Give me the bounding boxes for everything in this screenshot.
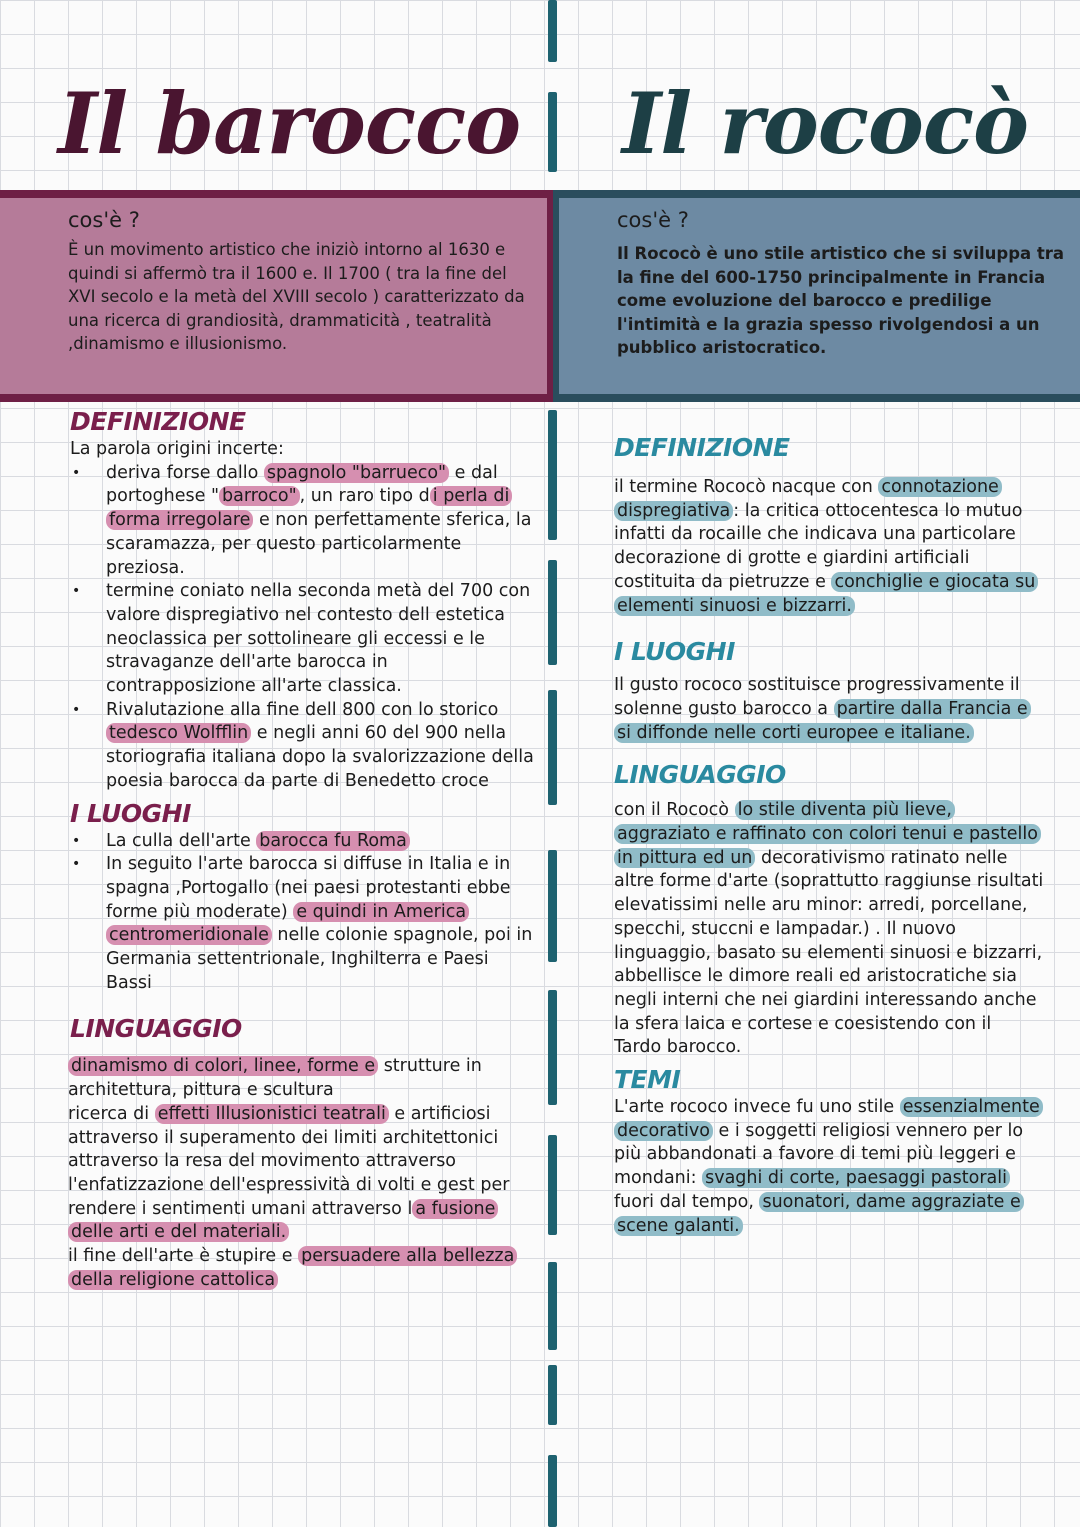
- rococo-cose-question: cos'è ?: [617, 208, 689, 232]
- barocco-linguaggio-heading: LINGUAGGIO: [70, 1014, 242, 1044]
- rococo-definizione-heading: DEFINIZIONE: [614, 433, 790, 462]
- barocco-cose-question: cos'è ?: [68, 208, 140, 232]
- rococo-linguaggio-heading: LINGUAGGIO: [614, 760, 786, 790]
- barocco-luoghi-heading: I LUOGHI: [70, 798, 191, 828]
- barocco-cose-text: È un movimento artistico che iniziò intorno al 1630 e quindi si affermò tra il 1600 e. Il 1700 ( tra la fine del XVI secolo e la metà del XVIII secolo ) caratterizzato da una ricerca di grandiosità, drammaticità , teatralità ,dinamismo e illusionismo.: [68, 240, 525, 353]
- rococo-luoghi-p1: Il gusto rococo sostituisce progressivamente il solenne gusto barocco a partire dalla Francia e si diffonde nelle corti europee e italiane.: [614, 674, 1044, 745]
- list-item: • Rivalutazione alla fine dell 800 con lo storico tedesco Wolfflin e negli anni 60 del 900 nella storiografia italiana dopo la svalorizzazione della poesia barocca da parte di Benedetto croce: [106, 699, 535, 794]
- title-barocco: Il barocco: [58, 74, 521, 173]
- list-item: • In seguito l'arte barocca si diffuse in Italia e in spagna ,Portogallo (nei paesi protestanti ebbe forme più moderate) e quindi in America centromeridionale nelle colonie spagnole, poi in Germania settentrionale, Inghilterra e Paesi Bassi: [106, 853, 535, 995]
- barocco-column: [70, 406, 535, 1293]
- list-item: • La culla dell'arte barocca fu Roma: [106, 830, 535, 854]
- rococo-cose-box: [553, 190, 1080, 402]
- barocco-definizione-heading: DEFINIZIONE: [70, 407, 246, 436]
- barocco-definizione-list: [70, 462, 535, 794]
- barocco-linguaggio-p3: il fine dell'arte è stupire e persuadere alla bellezza della religione cattolica: [68, 1245, 535, 1292]
- list-item: • deriva forse dallo spagnolo "barrueco" e dal portoghese " barroco" , un raro tipo d i perla di forma irregolare e non perfettamente sferica, la scaramazza, per questo particolarmente preziosa.: [106, 462, 535, 581]
- rococo-linguaggio-p1: con il Rococò lo stile diventa più lieve, aggraziato e raffinato con colori tenui e pastello in pittura ed un decorativismo ratinato nelle altre forme d'arte (soprattutto raggiunse risultati elevatissimi nelle aru minor: arredi, porcellane, specchi, stuccni e lampadar.) . Il nuovo linguaggio, basato su elementi sinuosi e bizzarri, abbellisce le dimore reali ed aristocratiche sia negli interni che nei giardini interessando anche la sfera laica e cortese e coesistendo con il Tardo barocco.: [614, 800, 1044, 1058]
- rococo-temi-heading: TEMI: [614, 1065, 681, 1095]
- rococo-definizione-p1: il termine Rococò nacque con connotazione dispregiativa : la critica ottocentesca lo mutuo infatti da rocaille che indicava una particolare decorazione di grotte e giardini artificiali costituita da pietruzze e conchiglie e giocata su elementi sinuosi e bizzarri.: [614, 476, 1044, 618]
- barocco-linguaggio-p1: dinamismo di colori, linee, forme e strutture in architettura, pittura e scultura: [68, 1056, 482, 1101]
- barocco-cose-box: [0, 190, 553, 402]
- list-item: • termine coniato nella seconda metà del 700 con valore dispregiativo nel contesto dell estetica neoclassica per sottolineare gli eccessi e le stravaganze dell'arte barocca in contrapposizione all'arte classica.: [106, 580, 535, 699]
- rococo-luoghi-heading: I LUOGHI: [614, 637, 735, 667]
- title-rococo: Il rococò: [622, 74, 1029, 173]
- rococo-cose-text: Il Rococò è uno stile artistico che si sviluppa tra la fine del 600-1750 principalmente in Francia come evoluzione del barocco e predilige l'intimità e la grazia spesso rivolgendosi a un pubblico aristocratico.: [617, 244, 1065, 357]
- rococo-column: [614, 432, 1044, 1238]
- barocco-definizione-intro: La parola origini incerte:: [70, 439, 284, 459]
- rococo-temi-p1: L'arte rococo invece fu uno stile essenzialmente decorativo e i soggetti religiosi vennero per lo più abbandonati a favore di temi più leggeri e mondani: svaghi di corte, paesaggi pastorali fuori dal tempo, suonatori, dame aggraziate e scene galanti.: [614, 1096, 1044, 1238]
- barocco-luoghi-list: [70, 830, 535, 996]
- barocco-linguaggio-p2: ricerca di effetti Illusionistici teatrali e artificiosi attraverso il superamento dei limiti architettonici attraverso la resa del movimento attraverso l'enfatizzazione dell'espressività di volti e gest per rendere i sentimenti umani attraverso l a fusione delle arti e del materiali.: [68, 1103, 510, 1243]
